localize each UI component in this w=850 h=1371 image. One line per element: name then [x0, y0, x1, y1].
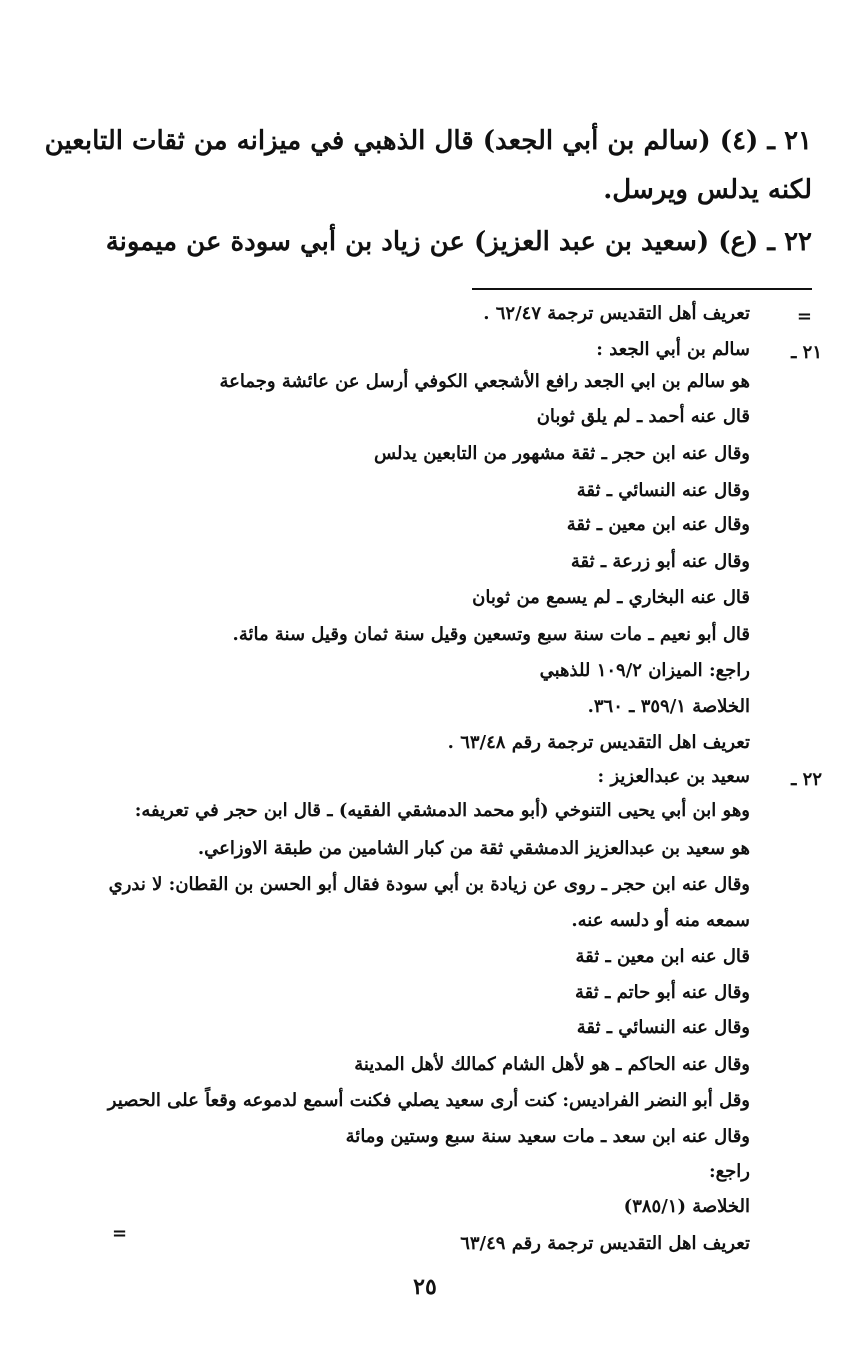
footnote-21-line: هو سالم بن ابي الجعد رافع الأشجعي الكوفي أرسل عن عائشة وجماعة — [219, 371, 750, 392]
main-line-1: ٢١ ـ (٤) (سالم بن أبي الجعد) قال الذهبي في ميزانه من ثقات التابعين — [44, 126, 812, 156]
footnote-21-line: قال عنه البخاري ـ لم يسمع من ثوبان — [472, 587, 750, 608]
footnote-separator — [472, 288, 812, 290]
footnote-22-heading: سعيد بن عبدالعزيز : — [597, 766, 750, 787]
footnote-22-line: وقال عنه الحاكم ـ هو لأهل الشام كمالك لأهل المدينة — [354, 1054, 750, 1075]
footnote-21-line: الخلاصة ٣٥٩/١ ـ ٣٦٠. — [587, 696, 750, 717]
main-line-3: ٢٢ ـ (ع) (سعيد بن عبد العزيز) عن زياد بن أبي سودة عن ميمونة — [105, 227, 812, 257]
footnote-21-line: وقال عنه ابن معين ـ ثقة — [566, 514, 750, 535]
footnote-22-number: ٢٢ ـ — [791, 769, 822, 790]
footnote-22-line: هو سعيد بن عبدالعزيز الدمشقي ثقة من كبار الشامين من طبقة الاوزاعي. — [197, 838, 750, 859]
footnote-22-line: وقال عنه ابن حجر ـ روى عن زيادة بن أبي سودة فقال أبو الحسن بن القطان: لا ندري — [108, 874, 750, 895]
footnote-21-line: وقال عنه النسائي ـ ثقة — [576, 480, 750, 501]
end-marker: = — [112, 1223, 128, 1244]
footnote-21-number: ٢١ ـ — [791, 342, 822, 363]
footnote-21-line: وقال عنه ابن حجر ـ ثقة مشهور من التابعين يدلس — [374, 443, 750, 464]
footnote-21-line: قال أبو نعيم ـ مات سنة سبع وتسعين وقيل سنة ثمان وقيل سنة مائة. — [232, 624, 750, 645]
page-number: ٢٥ — [413, 1274, 437, 1300]
footnote-22-line: تعريف اهل التقديس ترجمة رقم ٦٣/٤٩ — [460, 1233, 750, 1254]
footnote-22-line: الخلاصة (٣٨٥/١) — [623, 1196, 750, 1217]
carry-marker: = — [796, 306, 812, 327]
footnote-carry-line: تعريف أهل التقديس ترجمة ٦٢/٤٧ . — [483, 303, 750, 324]
footnote-22-line: وقال عنه أبو حاتم ـ ثقة — [575, 982, 750, 1003]
footnote-21-line: راجع: الميزان ١٠٩/٢ للذهبي — [539, 660, 750, 681]
footnote-21-line: قال عنه أحمد ـ لم يلق ثوبان — [536, 406, 750, 427]
main-line-2: لكنه يدلس ويرسل. — [603, 175, 812, 205]
footnote-22-line: وقال عنه النسائي ـ ثقة — [576, 1017, 750, 1038]
footnote-22-line: راجع: — [708, 1161, 750, 1182]
footnote-22-line: وقال عنه ابن سعد ـ مات سعيد سنة سبع وستين ومائة — [345, 1126, 750, 1147]
footnote-21-heading: سالم بن أبي الجعد : — [596, 339, 750, 360]
footnote-21-line: تعريف اهل التقديس ترجمة رقم ٦٣/٤٨ . — [447, 732, 750, 753]
footnote-22-line: قال عنه ابن معين ـ ثقة — [575, 946, 750, 967]
footnote-22-line: سمعه منه أو دلسه عنه. — [571, 910, 750, 931]
footnote-22-line: وقل أبو النضر الفراديس: كنت أرى سعيد يصلي فكنت أسمع لدموعه وقعاً على الحصير — [107, 1090, 750, 1111]
footnote-21-line: وقال عنه أبو زرعة ـ ثقة — [570, 551, 750, 572]
footnote-22-line: وهو ابن أبي يحيى التنوخي (أبو محمد الدمشقي الفقيه) ـ قال ابن حجر في تعريفه: — [134, 800, 750, 821]
